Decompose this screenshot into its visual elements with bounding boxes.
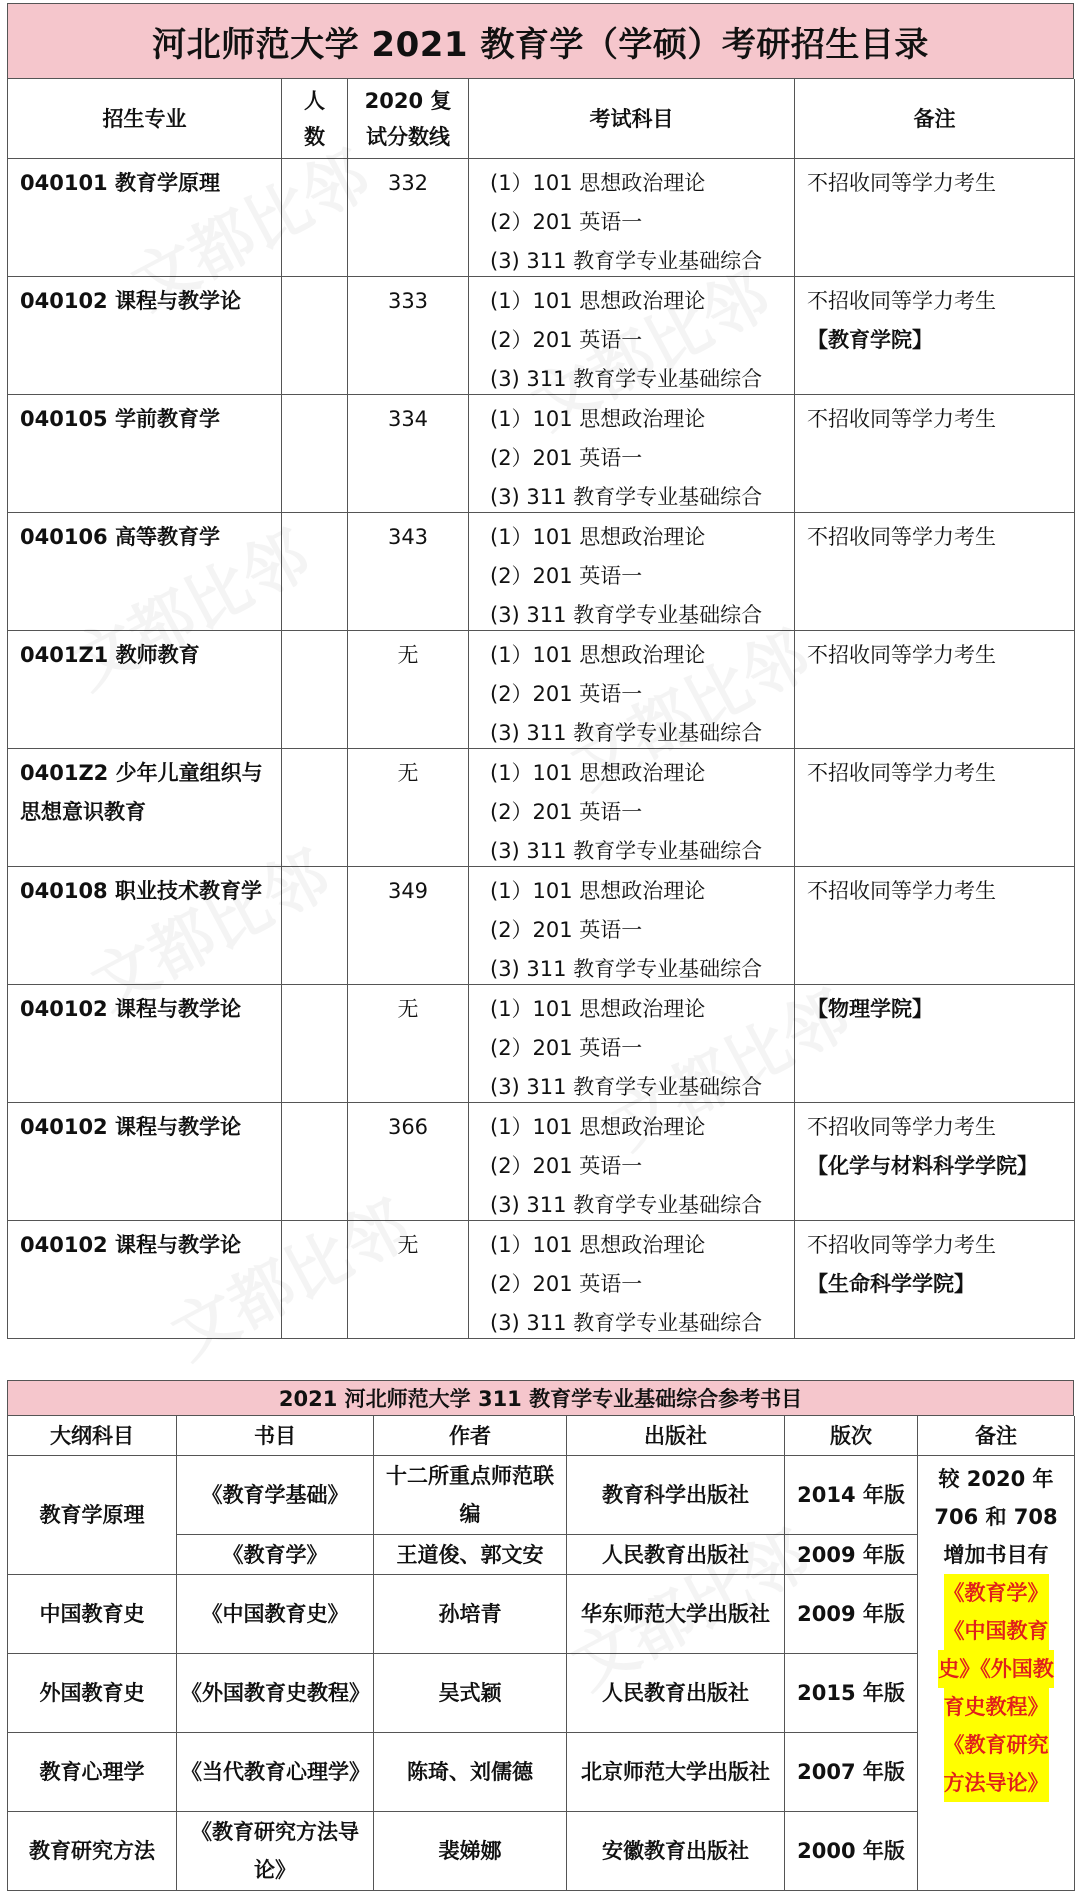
book-cell: 《当代教育心理学》 bbox=[177, 1733, 374, 1812]
subjects-cell bbox=[469, 395, 795, 513]
subject-line: (3) 311 教育学专业基础综合 bbox=[490, 957, 763, 981]
major-cell: 040108 职业技术教育学 bbox=[8, 867, 282, 985]
outline-cell: 教育心理学 bbox=[8, 1733, 177, 1812]
score-cell: 334 bbox=[348, 395, 469, 513]
college-label: 【生命科学学院】 bbox=[807, 1272, 975, 1296]
note-cell bbox=[795, 513, 1075, 631]
score-cell: 无 bbox=[348, 985, 469, 1103]
catalog-grid bbox=[7, 79, 1074, 1339]
subjects-cell bbox=[469, 631, 795, 749]
count-cell bbox=[282, 513, 348, 631]
note-cell bbox=[795, 1103, 1075, 1221]
book-cell: 《教育学基础》 bbox=[177, 1456, 374, 1535]
header-count-label: 人数 bbox=[304, 88, 325, 149]
note-text: 不招收同等学力考生 bbox=[807, 643, 996, 667]
note-cell bbox=[795, 631, 1075, 749]
author-cell: 孙培青 bbox=[374, 1575, 567, 1654]
author-cell: 王道俊、郭文安 bbox=[374, 1535, 567, 1575]
publisher-cell: 华东师范大学出版社 bbox=[567, 1575, 785, 1654]
header-count bbox=[282, 79, 348, 159]
note-highlight-line: 方法导论》 bbox=[944, 1764, 1049, 1802]
book-cell: 《教育学》 bbox=[177, 1535, 374, 1575]
subject-line: (2）201 英语一 bbox=[490, 918, 643, 942]
count-cell bbox=[282, 867, 348, 985]
count-cell bbox=[282, 277, 348, 395]
major-cell: 040102 课程与教学论 bbox=[8, 277, 282, 395]
publisher-cell: 人民教育出版社 bbox=[567, 1535, 785, 1575]
header-score bbox=[348, 79, 469, 159]
subjects-cell bbox=[469, 159, 795, 277]
note-highlight-line: 《教育学》 bbox=[944, 1574, 1049, 1612]
count-cell bbox=[282, 1221, 348, 1339]
subject-line: (2）201 英语一 bbox=[490, 210, 643, 234]
subject-line: (3) 311 教育学专业基础综合 bbox=[490, 485, 763, 509]
subject-line: (1）101 思想政治理论 bbox=[490, 879, 706, 903]
books-title: 2021 河北师范大学 311 教育学专业基础综合参考书目 bbox=[7, 1380, 1074, 1416]
subject-line: (3) 311 教育学专业基础综合 bbox=[490, 721, 763, 745]
edition-cell: 2014 年版 bbox=[785, 1456, 918, 1535]
note-cell bbox=[795, 395, 1075, 513]
header-major: 招生专业 bbox=[8, 79, 282, 159]
note-text: 不招收同等学力考生 bbox=[807, 761, 996, 785]
subject-line: (3) 311 教育学专业基础综合 bbox=[490, 249, 763, 273]
subjects-cell bbox=[469, 1221, 795, 1339]
author-cell: 十二所重点师范联编 bbox=[374, 1456, 567, 1535]
header-score-label: 2020 复试分数线 bbox=[364, 88, 452, 149]
score-cell: 无 bbox=[348, 1221, 469, 1339]
note-highlight-line: 史》《外国教 bbox=[938, 1650, 1054, 1688]
outline-cell: 中国教育史 bbox=[8, 1575, 177, 1654]
note-text: 不招收同等学力考生 bbox=[807, 879, 996, 903]
subjects-cell bbox=[469, 277, 795, 395]
subject-line: (2）201 英语一 bbox=[490, 1154, 643, 1178]
author-cell: 吴式颖 bbox=[374, 1654, 567, 1733]
outline-cell: 外国教育史 bbox=[8, 1654, 177, 1733]
note-line: 较 2020 年 bbox=[938, 1467, 1054, 1491]
major-cell: 040102 课程与教学论 bbox=[8, 985, 282, 1103]
subject-line: (2）201 英语一 bbox=[490, 446, 643, 470]
subject-line: (1）101 思想政治理论 bbox=[490, 525, 706, 549]
subject-line: (2）201 英语一 bbox=[490, 564, 643, 588]
note-highlight-line: 育史教程》 bbox=[944, 1688, 1049, 1726]
subject-line: (3) 311 教育学专业基础综合 bbox=[490, 839, 763, 863]
subject-line: (1）101 思想政治理论 bbox=[490, 1115, 706, 1139]
subject-line: (1）101 思想政治理论 bbox=[490, 171, 706, 195]
note-highlight-line: 《中国教育 bbox=[944, 1612, 1049, 1650]
subjects-cell bbox=[469, 985, 795, 1103]
subject-line: (3) 311 教育学专业基础综合 bbox=[490, 603, 763, 627]
note-text: 不招收同等学力考生 bbox=[807, 525, 996, 549]
subjects-cell bbox=[469, 1103, 795, 1221]
edition-cell: 2009 年版 bbox=[785, 1535, 918, 1575]
subject-line: (3) 311 教育学专业基础综合 bbox=[490, 1311, 763, 1335]
header-subjects: 考试科目 bbox=[469, 79, 795, 159]
major-cell: 040101 教育学原理 bbox=[8, 159, 282, 277]
books-note-cell bbox=[918, 1456, 1075, 1891]
subject-line: (3) 311 教育学专业基础综合 bbox=[490, 1075, 763, 1099]
score-cell: 333 bbox=[348, 277, 469, 395]
note-cell bbox=[795, 749, 1075, 867]
note-line: 增加书目有 bbox=[943, 1543, 1049, 1567]
subject-line: (2）201 英语一 bbox=[490, 328, 643, 352]
publisher-cell: 安徽教育出版社 bbox=[567, 1812, 785, 1891]
subject-line: (3) 311 教育学专业基础综合 bbox=[490, 367, 763, 391]
header-edition: 版次 bbox=[785, 1416, 918, 1456]
score-cell: 无 bbox=[348, 631, 469, 749]
note-highlight-line: 《教育研究 bbox=[944, 1726, 1049, 1764]
subject-line: (1）101 思想政治理论 bbox=[490, 761, 706, 785]
note-cell bbox=[795, 277, 1075, 395]
subjects-cell bbox=[469, 513, 795, 631]
note-text: 不招收同等学力考生 bbox=[807, 407, 996, 431]
note-cell bbox=[795, 985, 1075, 1103]
count-cell bbox=[282, 985, 348, 1103]
note-line: 706 和 708 bbox=[934, 1505, 1058, 1529]
subject-line: (1）101 思想政治理论 bbox=[490, 643, 706, 667]
outline-cell: 教育学原理 bbox=[8, 1456, 177, 1575]
header-publisher: 出版社 bbox=[567, 1416, 785, 1456]
header-book: 书目 bbox=[177, 1416, 374, 1456]
subject-line: (2）201 英语一 bbox=[490, 1036, 643, 1060]
subjects-cell bbox=[469, 867, 795, 985]
publisher-cell: 北京师范大学出版社 bbox=[567, 1733, 785, 1812]
subject-line: (3) 311 教育学专业基础综合 bbox=[490, 1193, 763, 1217]
books-grid bbox=[7, 1416, 1074, 1891]
admission-catalog-table bbox=[7, 3, 1074, 1339]
header-note: 备注 bbox=[795, 79, 1075, 159]
catalog-title: 河北师范大学 2021 教育学（学硕）考研招生目录 bbox=[7, 3, 1074, 79]
reference-books-table bbox=[7, 1380, 1074, 1891]
score-cell: 349 bbox=[348, 867, 469, 985]
major-cell: 040105 学前教育学 bbox=[8, 395, 282, 513]
count-cell bbox=[282, 395, 348, 513]
college-label: 【物理学院】 bbox=[807, 997, 933, 1021]
author-cell: 陈琦、刘儒德 bbox=[374, 1733, 567, 1812]
major-cell: 040106 高等教育学 bbox=[8, 513, 282, 631]
note-text: 不招收同等学力考生 bbox=[807, 289, 996, 313]
subject-line: (1）101 思想政治理论 bbox=[490, 407, 706, 431]
header-outline: 大纲科目 bbox=[8, 1416, 177, 1456]
note-cell bbox=[795, 867, 1075, 985]
score-cell: 332 bbox=[348, 159, 469, 277]
major-cell: 0401Z2 少年儿童组织与思想意识教育 bbox=[8, 749, 282, 867]
major-cell: 040102 课程与教学论 bbox=[8, 1103, 282, 1221]
outline-cell: 教育研究方法 bbox=[8, 1812, 177, 1891]
score-cell: 343 bbox=[348, 513, 469, 631]
count-cell bbox=[282, 631, 348, 749]
subject-line: (2）201 英语一 bbox=[490, 682, 643, 706]
note-text: 不招收同等学力考生 bbox=[807, 171, 996, 195]
count-cell bbox=[282, 1103, 348, 1221]
subject-line: (1）101 思想政治理论 bbox=[490, 289, 706, 313]
book-cell: 《中国教育史》 bbox=[177, 1575, 374, 1654]
count-cell bbox=[282, 749, 348, 867]
subjects-cell bbox=[469, 749, 795, 867]
book-cell: 《外国教育史教程》 bbox=[177, 1654, 374, 1733]
score-cell: 无 bbox=[348, 749, 469, 867]
edition-cell: 2000 年版 bbox=[785, 1812, 918, 1891]
publisher-cell: 人民教育出版社 bbox=[567, 1654, 785, 1733]
edition-cell: 2009 年版 bbox=[785, 1575, 918, 1654]
count-cell bbox=[282, 159, 348, 277]
author-cell: 裴娣娜 bbox=[374, 1812, 567, 1891]
edition-cell: 2007 年版 bbox=[785, 1733, 918, 1812]
header-author: 作者 bbox=[374, 1416, 567, 1456]
edition-cell: 2015 年版 bbox=[785, 1654, 918, 1733]
header-note: 备注 bbox=[918, 1416, 1075, 1456]
note-cell bbox=[795, 1221, 1075, 1339]
subject-line: (2）201 英语一 bbox=[490, 1272, 643, 1296]
subject-line: (2）201 英语一 bbox=[490, 800, 643, 824]
publisher-cell: 教育科学出版社 bbox=[567, 1456, 785, 1535]
college-label: 【教育学院】 bbox=[807, 328, 933, 352]
subject-line: (1）101 思想政治理论 bbox=[490, 997, 706, 1021]
subject-line: (1）101 思想政治理论 bbox=[490, 1233, 706, 1257]
major-cell: 0401Z1 教师教育 bbox=[8, 631, 282, 749]
note-text: 不招收同等学力考生 bbox=[807, 1233, 996, 1257]
note-text: 不招收同等学力考生 bbox=[807, 1115, 996, 1139]
major-cell: 040102 课程与教学论 bbox=[8, 1221, 282, 1339]
book-cell: 《教育研究方法导论》 bbox=[177, 1812, 374, 1891]
score-cell: 366 bbox=[348, 1103, 469, 1221]
college-label: 【化学与材料科学学院】 bbox=[807, 1154, 1038, 1178]
note-cell bbox=[795, 159, 1075, 277]
